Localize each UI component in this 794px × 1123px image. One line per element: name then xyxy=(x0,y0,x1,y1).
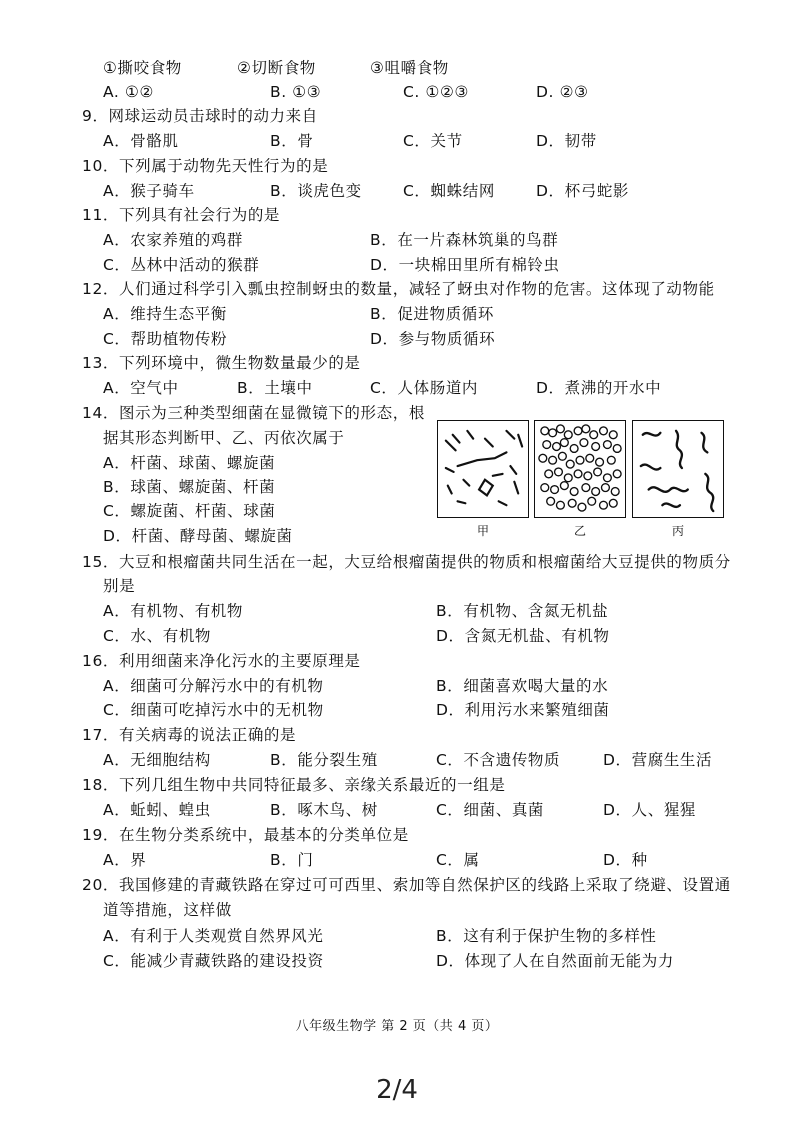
q19-option-d: D．种 xyxy=(603,851,648,869)
q13-option-b: B．土壤中 xyxy=(237,379,313,397)
q20-stem: 20．我国修建的青藏铁路在穿过可可西里、索加等自然保护区的线路上采取了绕避、设置通 xyxy=(82,876,731,894)
q14-stem: 14．图示为三种类型细菌在显微镜下的形态，根 xyxy=(82,404,425,422)
q14-stem-cont: 据其形态判断甲、乙、丙依次属于 xyxy=(103,429,345,447)
q20-option-a: A．有利于人类观赏自然界风光 xyxy=(103,927,324,945)
q20-option-b: B．这有利于保护生物的多样性 xyxy=(436,927,657,945)
q16-option-c: C．细菌可吃掉污水中的无机物 xyxy=(103,701,324,719)
q12-option-c: C．帮助植物传粉 xyxy=(103,330,228,348)
q8-option-d: D. ②③ xyxy=(536,83,589,101)
q14-option-c: C．螺旋菌、杆菌、球菌 xyxy=(103,502,276,520)
q19-stem: 19．在生物分类系统中，最基本的分类单位是 xyxy=(82,826,409,844)
q13-option-a: A．空气中 xyxy=(103,379,179,397)
q12-option-d: D．参与物质循环 xyxy=(370,330,496,348)
q15-stem: 15．大豆和根瘤菌共同生活在一起，大豆给根瘤菌提供的物质和根瘤菌给大豆提供的物质分 xyxy=(82,553,731,571)
caption-yi: 乙 xyxy=(573,524,586,538)
spirilla-drawing xyxy=(633,421,723,517)
cocci-drawing xyxy=(535,421,625,517)
q14-option-b: B．球菌、螺旋菌、杆菌 xyxy=(103,478,276,496)
q18-option-d: D．人、猩猩 xyxy=(603,801,697,819)
q16-option-d: D．利用污水来繁殖细菌 xyxy=(436,701,610,719)
q15-option-c: C．水、有机物 xyxy=(103,627,212,645)
q16-option-b: B．细菌喜欢喝大量的水 xyxy=(436,677,609,695)
q8-item-1: ①撕咬食物 xyxy=(103,59,182,77)
q19-option-c: C．属 xyxy=(436,851,480,869)
caption-bing: 丙 xyxy=(671,524,684,538)
q10-option-d: D．杯弓蛇影 xyxy=(536,182,630,200)
q11-stem: 11．下列具有社会行为的是 xyxy=(82,206,281,224)
q16-option-a: A．细菌可分解污水中的有机物 xyxy=(103,677,324,695)
q16-stem: 16．利用细菌来净化污水的主要原理是 xyxy=(82,652,361,670)
bacilli-drawing xyxy=(438,421,528,517)
q19-option-a: A．界 xyxy=(103,851,147,869)
q8-item-2: ②切断食物 xyxy=(237,59,316,77)
q10-stem: 10．下列属于动物先天性行为的是 xyxy=(82,157,329,175)
q9-stem: 9．网球运动员击球时的动力来自 xyxy=(82,107,318,125)
q20-option-c: C．能减少青藏铁路的建设投资 xyxy=(103,952,324,970)
caption-jia: 甲 xyxy=(476,524,489,538)
q9-option-a: A．骨骼肌 xyxy=(103,132,179,150)
q11-option-c: C．丛林中活动的猴群 xyxy=(103,256,260,274)
q18-option-b: B．啄木鸟、树 xyxy=(270,801,378,819)
q8-option-b: B. ①③ xyxy=(270,83,322,101)
q9-option-b: B．骨 xyxy=(270,132,314,150)
q17-stem: 17．有关病毒的说法正确的是 xyxy=(82,726,297,744)
panel-bing-spirilla xyxy=(632,420,724,518)
q18-stem: 18．下列几组生物中共同特征最多、亲缘关系最近的一组是 xyxy=(82,776,506,794)
q12-option-a: A．维持生态平衡 xyxy=(103,305,227,323)
panel-yi-cocci xyxy=(534,420,626,518)
q14-option-d: D．杆菌、酵母菌、螺旋菌 xyxy=(103,527,293,545)
q17-option-d: D．营腐生生活 xyxy=(603,751,713,769)
q9-option-d: D．韧带 xyxy=(536,132,597,150)
panel-jia-bacilli xyxy=(437,420,529,518)
q18-option-c: C．细菌、真菌 xyxy=(436,801,545,819)
q17-option-b: B．能分裂生殖 xyxy=(270,751,378,769)
q12-option-b: B．促进物质循环 xyxy=(370,305,494,323)
q10-option-c: C．蜘蛛结网 xyxy=(403,182,495,200)
q15-option-a: A．有机物、有机物 xyxy=(103,602,244,620)
q10-option-a: A．猴子骑车 xyxy=(103,182,195,200)
q20-option-d: D．体现了人在自然面前无能为力 xyxy=(436,952,674,970)
q20-stem-cont: 道等措施，这样做 xyxy=(103,901,232,919)
q18-option-a: A．蚯蚓、蝗虫 xyxy=(103,801,211,819)
q17-option-a: A．无细胞结构 xyxy=(103,751,211,769)
q8-option-a: A. ①② xyxy=(103,83,154,101)
q11-option-d: D．一块棉田里所有棉铃虫 xyxy=(370,256,560,274)
q13-option-d: D．煮沸的开水中 xyxy=(536,379,662,397)
q11-option-a: A．农家养殖的鸡群 xyxy=(103,231,244,249)
page-footer: 八年级生物学 第 2 页（共 4 页） xyxy=(295,1019,499,1034)
q13-stem: 13．下列环境中，微生物数量最少的是 xyxy=(82,354,361,372)
q8-item-3: ③咀嚼食物 xyxy=(370,59,449,77)
page-indicator: 2/4 xyxy=(376,1075,418,1105)
q8-option-c: C. ①②③ xyxy=(403,83,469,101)
q13-option-c: C．人体肠道内 xyxy=(370,379,479,397)
q12-stem: 12．人们通过科学引入瓢虫控制蚜虫的数量，减轻了蚜虫对作物的危害。这体现了动物能 xyxy=(82,280,715,298)
q10-option-b: B．谈虎色变 xyxy=(270,182,362,200)
q15-option-d: D．含氮无机盐、有机物 xyxy=(436,627,610,645)
q15-stem-cont: 别是 xyxy=(103,577,136,595)
q14-option-a: A．杆菌、球菌、螺旋菌 xyxy=(103,454,276,472)
q11-option-b: B．在一片森林筑巢的鸟群 xyxy=(370,231,559,249)
q17-option-c: C．不含遗传物质 xyxy=(436,751,561,769)
q19-option-b: B．门 xyxy=(270,851,314,869)
bacteria-figure xyxy=(437,420,724,544)
q15-option-b: B．有机物、含氮无机盐 xyxy=(436,602,609,620)
q9-option-c: C．关节 xyxy=(403,132,463,150)
